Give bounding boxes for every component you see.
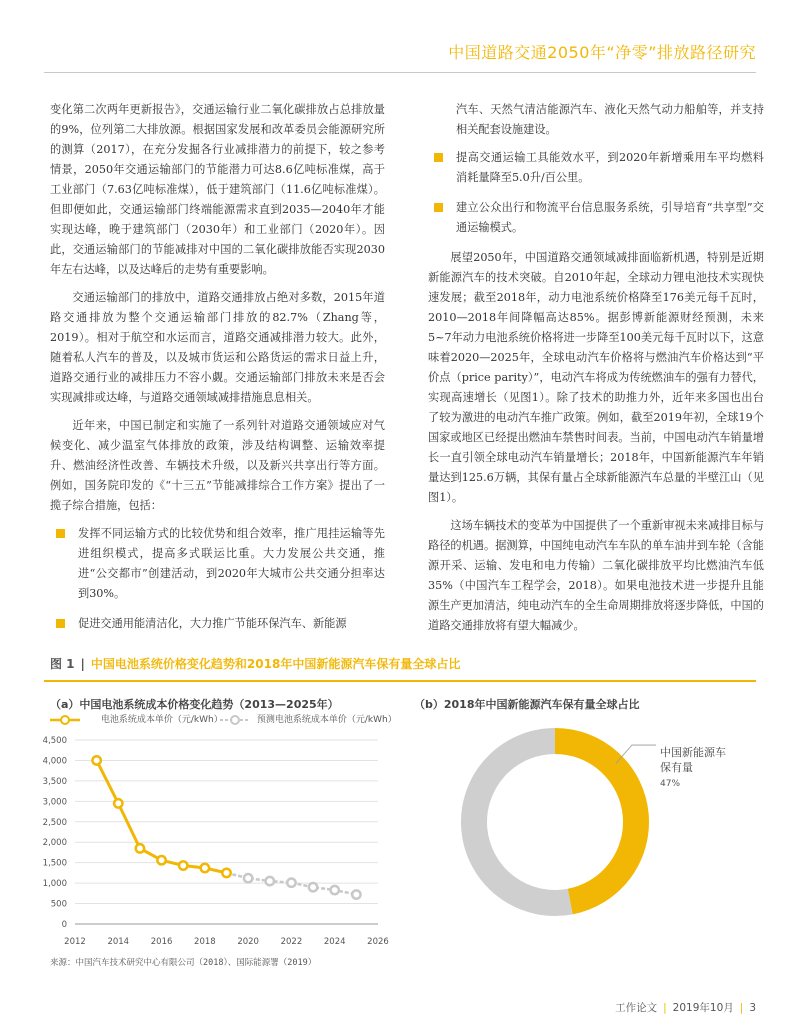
x-tick-label: 2026 xyxy=(367,937,389,947)
y-tick-label: 1,000 xyxy=(42,879,67,890)
bullet-text: 提高交通运输工具能效水平，到2020年新增乘用车平均燃料消耗量降至5.0升/百公里。 xyxy=(456,151,764,184)
bullet-text: 促进交通用能清洁化，大力推广节能环保汽车、新能源 xyxy=(78,617,347,630)
legend-forecast-label: 预测电池系统成本单价（元/kWh） xyxy=(256,715,397,725)
footer-label: 工作论文 xyxy=(615,1002,658,1014)
page-footer xyxy=(615,1000,756,1015)
paragraph: 近年来，中国已制定和实施了一系列针对道路交通领域应对气候变化、减少温室气体排放的政策，涉及结构调整、运输效率提升、燃油经济性改善、车辆技术升级，以及新兴共享出行等方面。例如，国务院印发的《“十三五”节能减排综合工作方案》提出了一揽子综合措施，包括： xyxy=(50,419,385,512)
x-tick-label: 2012 xyxy=(64,937,86,947)
donut-slice-china xyxy=(555,741,636,902)
paragraph: 展望2050年，中国道路交通领域减排面临新机遇，特别是近期新能源汽车的技术突破。自2010年起，全球动力锂电池技术实现快速发展；截至2018年，动力电池系统价格降至176美元每千瓦时，2010—2018年间降幅高达85%。据彭博新能源财经预测，未来5~7年动力电池系统价格将进一步降至100美元每千瓦时以下，这意味着2020—2025年，全球电动汽车价格将与燃油汽车价格达到“平价点（price parity）”，电动汽车将成为传统燃油车的强有力替代，实现高速增长（见图1）。除了技术的助推力外，近年来多国也出台了较为激进的电动汽车推广政策。例如，截至2019年初，全球19个国家或地区已经提出燃油车禁售时间表。当前，中国电动汽车销量增长一直引领全球电动汽车销量增长；2018年，中国新能源汽车年销量达到125.6万辆，其保有量占全球新能源汽车总量的半壁江山（见图1）。 xyxy=(428,251,764,504)
legend-actual-label: 电池系统成本单价（元/kWh） xyxy=(100,715,223,725)
y-tick-label: 3,000 xyxy=(42,797,67,808)
x-tick-label: 2020 xyxy=(237,937,259,947)
pie-label-text: 中国新能源车保有量 xyxy=(660,746,726,774)
y-tick-label: 0 xyxy=(61,920,67,930)
y-tick-label: 500 xyxy=(50,899,67,910)
running-header: 中国道路交通2050年“净零”排放路径研究 xyxy=(448,43,756,62)
figure-label: 图 1 xyxy=(50,657,75,671)
y-tick-label: 3,500 xyxy=(42,776,67,787)
figure-separator: | xyxy=(80,657,85,671)
y-tick-label: 2,000 xyxy=(42,838,67,849)
y-tick-label: 4,500 xyxy=(42,736,67,746)
pie-label xyxy=(660,745,732,792)
subfigure-b-title: （b）2018年中国新能源汽车保有量全球占比 xyxy=(414,698,640,711)
footer-date: 2019年10月 xyxy=(672,1002,734,1014)
y-tick-label: 4,000 xyxy=(42,756,67,767)
footer-separator: | xyxy=(739,1002,744,1014)
x-tick-label: 2014 xyxy=(107,937,130,947)
figure-title: 中国电池系统价格变化趋势和2018年中国新能源汽车保有量全球占比 xyxy=(90,657,461,671)
x-tick-label: 2022 xyxy=(280,937,303,947)
bullet-text: 发挥不同运输方式的比较优势和组合效率，推广甩挂运输等先进组织模式，提高多式联运比重。大力发展公共交通，推进“公交都市”创建活动，到2020年大城市公共交通分担率达到30%。 xyxy=(78,527,385,600)
donut-slice-rest xyxy=(474,741,570,903)
paragraph: 变化第二次两年更新报告》，交通运输行业二氧化碳排放占总排放量的9%，位列第二大排放源。根据国家发展和改革委员会能源研究所的测算（2017），在充分发掘各行业减排潜力的前提下，较之参考情景，2050年交通运输部门的节能潜力可达8.6亿吨标准煤，高于工业部门（7.63亿吨标准煤），低于建筑部门（11.6亿吨标准煤）。但即便如此，交通运输部门终端能源需求直到2035—2040年才能实现达峰，晚于建筑部门（2030年）和工业部门（2020年）。因此，交通运输部门的节能减排对中国的二氧化碳排放能否实现2030年左右达峰，以及达峰后的走势有重要影响。 xyxy=(50,103,385,276)
figure-source: 来源：中国汽车技术研究中心有限公司（2018）、国际能源署（2019） xyxy=(50,958,317,968)
pie-percent: 47% xyxy=(660,779,681,789)
paragraph: 这场车辆技术的变革为中国提供了一个重新审视未来减排目标与路径的机遇。据测算，中国纯电动汽车车队的单车油井到车轮（含能源开采、运输、发电和电力传输）二氧化碳排放平均比燃油汽车低35%（中国汽车工程学会，2018）。如果电池技术进一步提升且能源生产更加清洁，纯电动汽车的全生命周期排放将逐步降低，中国的道路交通排放将有望大幅减少。 xyxy=(428,519,764,632)
x-tick-label: 2024 xyxy=(323,937,346,947)
paragraph: 交通运输部门的排放中，道路交通排放占绝对多数，2015年道路交通排放为整个交通运输部门排放的82.7%（Zhang等，2019）。相对于航空和水运而言，道路交通减排潜力较大。此外，随着私人汽车的普及，以及城市货运和公路货运的需求日益上升，道路交通行业的减排压力不容小觑。交通运输部门排放未来是否会实现减排或达峰，与道路交通领域减排措施息息相关。 xyxy=(50,291,385,404)
paragraph: 汽车、天然气清洁能源汽车、液化天然气动力船舶等，并支持相关配套设施建设。 xyxy=(456,103,764,136)
y-tick-label: 1,500 xyxy=(42,858,67,869)
subfigure-a-title: （a）中国电池系统成本价格变化趋势（2013—2025年） xyxy=(50,698,339,711)
page-number: 3 xyxy=(749,1002,756,1014)
bullet-text: 建立公众出行和物流平台信息服务系统，引导培育“共享型”交通运输模式。 xyxy=(456,201,764,234)
x-tick-label: 2016 xyxy=(150,937,173,947)
y-tick-label: 2,500 xyxy=(42,817,67,828)
footer-separator: | xyxy=(663,1002,667,1014)
x-tick-label: 2018 xyxy=(194,937,216,947)
